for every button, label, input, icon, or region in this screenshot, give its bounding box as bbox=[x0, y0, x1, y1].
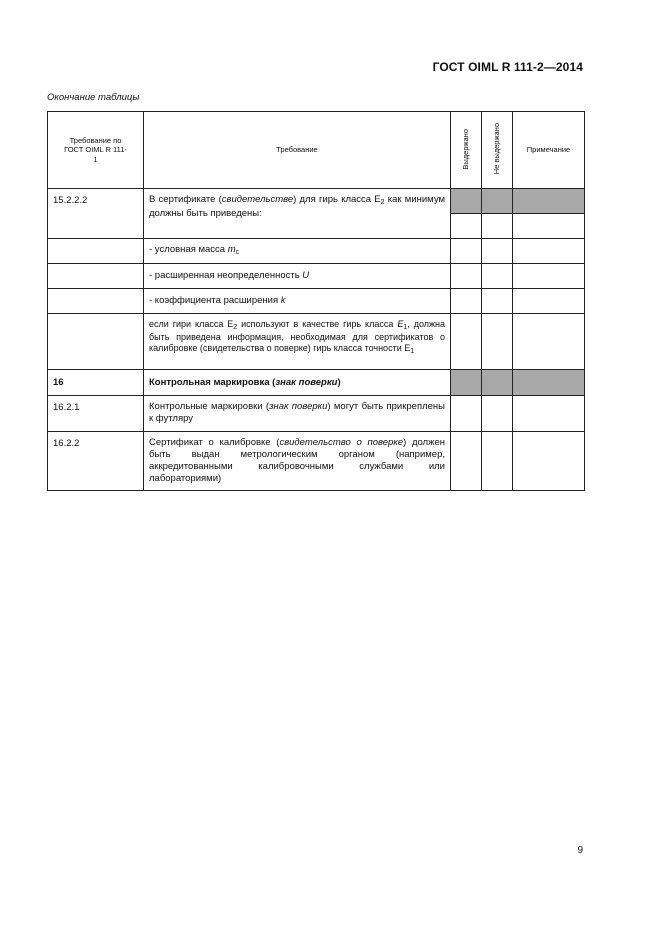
cell-not-passed bbox=[482, 432, 513, 491]
cell-not-passed bbox=[482, 189, 513, 214]
header-not-passed: Не выдержано bbox=[482, 112, 513, 189]
row-requirement: Сертификат о калибровке (свидетельство о поверке) должен быть выдан метрологическим органом (например, аккредитованными калибровочными службами или лабораториями) bbox=[144, 432, 451, 491]
table-row bbox=[48, 289, 585, 314]
table-row bbox=[48, 264, 585, 289]
row-number: 16.2.2 bbox=[48, 432, 144, 491]
cell-not-passed bbox=[482, 214, 513, 239]
row-requirement: - условная масса $m_c$ bbox=[144, 239, 451, 264]
table-row bbox=[48, 239, 585, 264]
cell-not-passed bbox=[482, 264, 513, 289]
cell-passed bbox=[451, 314, 482, 370]
table-header-row bbox=[48, 112, 585, 189]
row-requirement: - коэффициента расширения k bbox=[144, 289, 451, 314]
table-caption: Окончание таблицы bbox=[47, 92, 140, 103]
cell-not-passed bbox=[482, 370, 513, 396]
cell-passed bbox=[451, 239, 482, 264]
cell-passed bbox=[451, 289, 482, 314]
header-requirement: Требование bbox=[144, 112, 451, 189]
cell-passed bbox=[451, 214, 482, 239]
row-number bbox=[48, 314, 144, 370]
row-requirement: если гири класса $E_2$ используют в качестве гирь класса $E_1$, должна быть приведена информация, необходимая для сертификатов о калибровке (свидетельства о поверке) гирь класса точности $E_1$ bbox=[144, 314, 451, 370]
row-requirement: Контрольная маркировка (знак поверки) bbox=[144, 370, 451, 396]
page-number: 9 bbox=[577, 845, 583, 856]
table-row bbox=[48, 432, 585, 491]
cell-not-passed bbox=[482, 314, 513, 370]
cell-not-passed bbox=[482, 239, 513, 264]
row-number: 16.2.1 bbox=[48, 396, 144, 432]
requirements-table bbox=[47, 111, 585, 491]
header-note: Примечание bbox=[513, 112, 585, 189]
cell-not-passed bbox=[482, 396, 513, 432]
cell-note bbox=[513, 314, 585, 370]
table-row bbox=[48, 396, 585, 432]
cell-note bbox=[513, 432, 585, 491]
row-requirement: - расширенная неопределенность U bbox=[144, 264, 451, 289]
cell-note bbox=[513, 239, 585, 264]
cell-note bbox=[513, 396, 585, 432]
cell-passed bbox=[451, 370, 482, 396]
row-number: 16 bbox=[48, 370, 144, 396]
header-passed: Выдержано bbox=[451, 112, 482, 189]
cell-passed bbox=[451, 432, 482, 491]
cell-passed bbox=[451, 189, 482, 214]
cell-passed bbox=[451, 264, 482, 289]
row-number bbox=[48, 289, 144, 314]
row-number bbox=[48, 264, 144, 289]
table-row bbox=[48, 370, 585, 396]
cell-note bbox=[513, 189, 585, 214]
header-req-ref: Требование по ГОСТ OIML R 111-1 bbox=[48, 112, 144, 189]
row-requirement: Контрольные маркировки (знак поверки) могут быть прикреплены к футляру bbox=[144, 396, 451, 432]
cell-note bbox=[513, 289, 585, 314]
row-number: 15.2.2.2 bbox=[48, 189, 144, 239]
cell-not-passed bbox=[482, 289, 513, 314]
cell-note bbox=[513, 264, 585, 289]
cell-note bbox=[513, 214, 585, 239]
row-requirement: В сертификате (свидетельстве) для гирь класса $E_2$ как минимум должны быть приведены: bbox=[144, 189, 451, 239]
cell-passed bbox=[451, 396, 482, 432]
document-code: ГОСТ OIML R 111-2—2014 bbox=[432, 60, 583, 74]
row-number bbox=[48, 239, 144, 264]
table-row bbox=[48, 189, 585, 214]
table-row bbox=[48, 314, 585, 370]
cell-note bbox=[513, 370, 585, 396]
